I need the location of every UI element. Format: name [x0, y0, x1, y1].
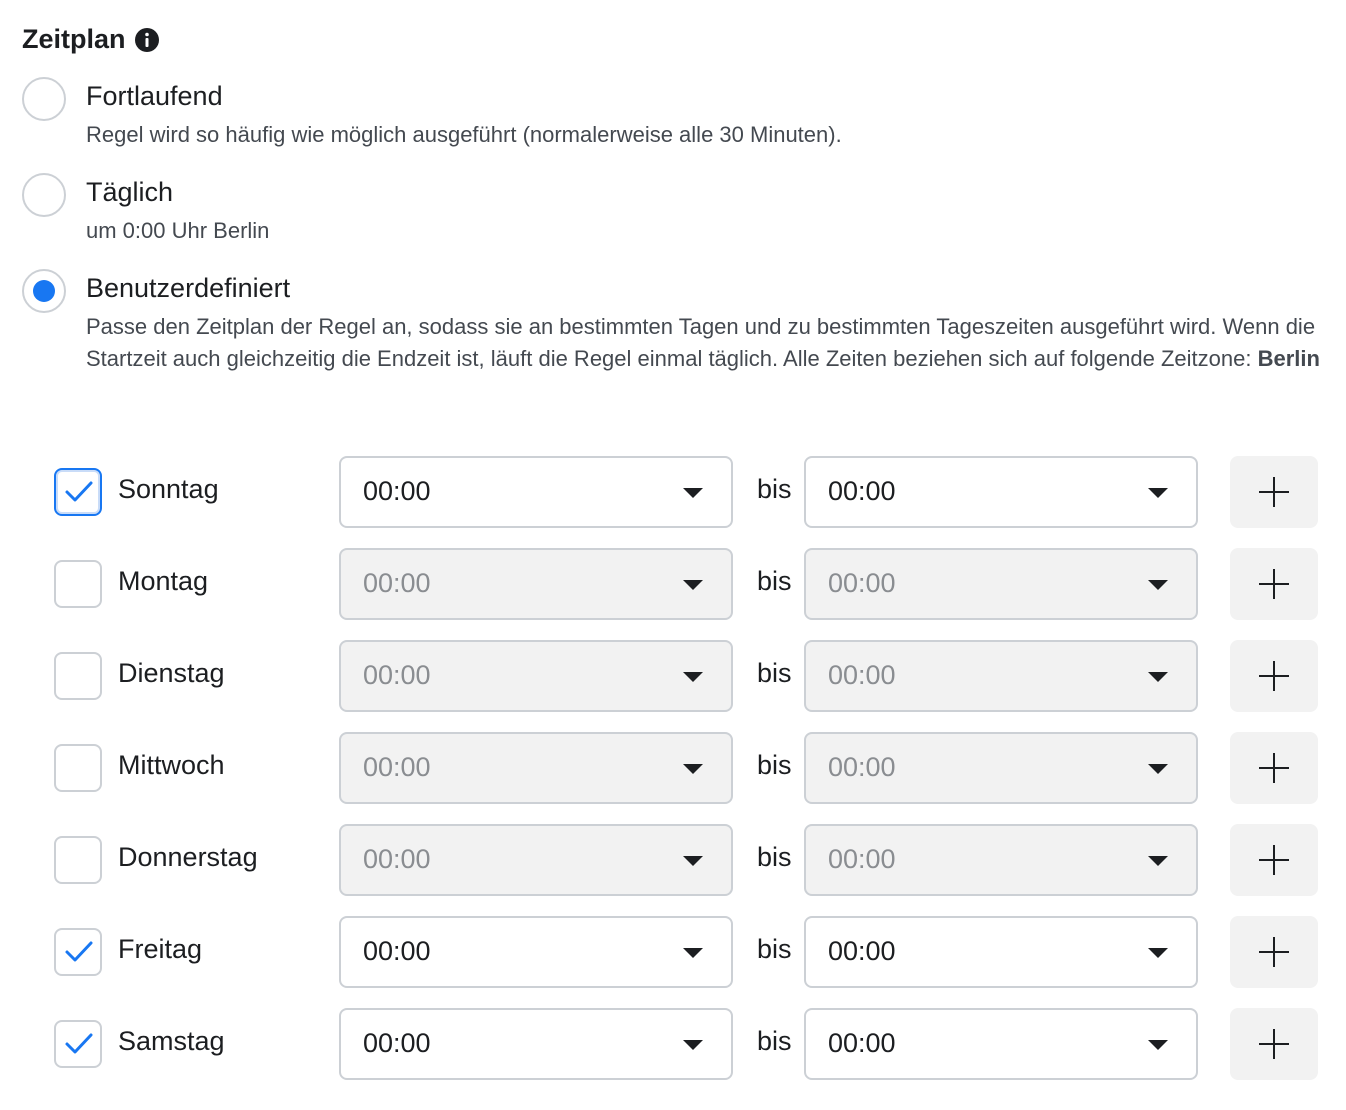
add-time-button-freitag[interactable]: [1230, 916, 1318, 988]
end-time-select-freitag[interactable]: [804, 916, 1198, 988]
end-time-value: 00:00: [828, 568, 896, 598]
end-time-value: 00:00: [828, 476, 896, 506]
day-label-montag: Montag: [118, 566, 209, 596]
chevron-down-icon: [1148, 856, 1168, 866]
radio-benutzerdefiniert[interactable]: [22, 269, 66, 313]
start-time-value: 00:00: [363, 752, 431, 782]
day-row-montag: [54, 548, 1318, 620]
start-time-select-dienstag[interactable]: [339, 640, 733, 712]
day-label-mittwoch: Mittwoch: [118, 750, 225, 780]
section-title: [22, 24, 160, 55]
end-time-value: 00:00: [828, 660, 896, 690]
checkbox-sonntag[interactable]: [54, 468, 102, 516]
end-time-value: 00:00: [828, 936, 896, 966]
add-time-button-montag[interactable]: [1230, 548, 1318, 620]
start-time-select-samstag[interactable]: [339, 1008, 733, 1080]
radio-label-fortlaufend: Fortlaufend: [86, 81, 223, 111]
start-time-value: 00:00: [363, 660, 431, 690]
end-time-select-dienstag[interactable]: [804, 640, 1198, 712]
day-row-samstag: [54, 1008, 1318, 1080]
start-time-select-mittwoch[interactable]: [339, 732, 733, 804]
radio-desc-taeglich: um 0:00 Uhr Berlin: [86, 218, 270, 243]
checkbox-dienstag[interactable]: [54, 652, 102, 700]
day-row-dienstag: [54, 640, 1318, 712]
radio-label-taeglich: Täglich: [86, 177, 174, 207]
bis-label: bis: [757, 474, 792, 504]
bis-label: bis: [757, 934, 792, 964]
add-time-button-dienstag[interactable]: [1230, 640, 1318, 712]
start-time-value: 00:00: [363, 476, 431, 506]
start-time-value: 00:00: [363, 936, 431, 966]
chevron-down-icon: [1148, 1040, 1168, 1050]
chevron-down-icon: [1148, 488, 1168, 498]
end-time-value: 00:00: [828, 1028, 896, 1058]
add-time-button-sonntag[interactable]: [1230, 456, 1318, 528]
day-row-donnerstag: [54, 824, 1318, 896]
add-time-button-donnerstag[interactable]: [1230, 824, 1318, 896]
day-label-samstag: Samstag: [118, 1026, 225, 1056]
checkbox-mittwoch[interactable]: [54, 744, 102, 792]
start-time-select-donnerstag[interactable]: [339, 824, 733, 896]
chevron-down-icon: [683, 580, 703, 590]
chevron-down-icon: [683, 948, 703, 958]
radio-desc-text: Passe den Zeitplan der Regel an, sodass sie an bestimmten Tagen und zu bestimmten Tageszeiten ausgeführt wird. Wenn die Startzeit auch gleichzeitig die Endzeit ist, läuft die Regel einmal täglich. Alle Zeiten beziehen sich auf folgende Zeitzone:: [86, 314, 1316, 371]
info-icon[interactable]: [134, 27, 160, 53]
end-time-select-samstag[interactable]: [804, 1008, 1198, 1080]
day-row-freitag: [54, 916, 1318, 988]
chevron-down-icon: [1148, 764, 1168, 774]
chevron-down-icon: [1148, 672, 1168, 682]
chevron-down-icon: [683, 1040, 703, 1050]
bis-label: bis: [757, 566, 792, 596]
checkbox-montag[interactable]: [54, 560, 102, 608]
day-row-sonntag: [54, 456, 1318, 528]
start-time-select-montag[interactable]: [339, 548, 733, 620]
day-label-donnerstag: Donnerstag: [118, 842, 258, 872]
add-time-button-mittwoch[interactable]: [1230, 732, 1318, 804]
start-time-select-freitag[interactable]: [339, 916, 733, 988]
radio-taeglich[interactable]: [22, 173, 66, 217]
bis-label: bis: [757, 1026, 792, 1056]
day-label-freitag: Freitag: [118, 934, 203, 964]
checkbox-samstag[interactable]: [54, 1020, 102, 1068]
start-time-value: 00:00: [363, 1028, 431, 1058]
day-label-dienstag: Dienstag: [118, 658, 225, 688]
day-label-sonntag: Sonntag: [118, 474, 219, 504]
radio-label-benutzerdefiniert: Benutzerdefiniert: [86, 273, 291, 303]
checkbox-freitag[interactable]: [54, 928, 102, 976]
section-title-text: Zeitplan: [22, 24, 126, 54]
end-time-value: 00:00: [828, 844, 896, 874]
start-time-select-sonntag[interactable]: [339, 456, 733, 528]
chevron-down-icon: [683, 764, 703, 774]
chevron-down-icon: [683, 672, 703, 682]
bis-label: bis: [757, 658, 792, 688]
end-time-select-mittwoch[interactable]: [804, 732, 1198, 804]
check-icon: [67, 943, 91, 960]
radio-fortlaufend[interactable]: [22, 77, 66, 121]
day-row-mittwoch: [54, 732, 1318, 804]
chevron-down-icon: [1148, 580, 1168, 590]
bis-label: bis: [757, 842, 792, 872]
end-time-select-sonntag[interactable]: [804, 456, 1198, 528]
start-time-value: 00:00: [363, 568, 431, 598]
radio-desc-fortlaufend: Regel wird so häufig wie möglich ausgeführt (normalerweise alle 30 Minuten).: [86, 122, 842, 147]
chevron-down-icon: [683, 488, 703, 498]
check-icon: [67, 483, 91, 500]
bis-label: bis: [757, 750, 792, 780]
end-time-value: 00:00: [828, 752, 896, 782]
chevron-down-icon: [683, 856, 703, 866]
timezone-value: Berlin: [1257, 346, 1320, 371]
check-icon: [67, 1035, 91, 1052]
end-time-select-donnerstag[interactable]: [804, 824, 1198, 896]
end-time-select-montag[interactable]: [804, 548, 1198, 620]
add-time-button-samstag[interactable]: [1230, 1008, 1318, 1080]
radio-desc-benutzerdefiniert: [86, 311, 1336, 375]
start-time-value: 00:00: [363, 844, 431, 874]
checkbox-donnerstag[interactable]: [54, 836, 102, 884]
chevron-down-icon: [1148, 948, 1168, 958]
